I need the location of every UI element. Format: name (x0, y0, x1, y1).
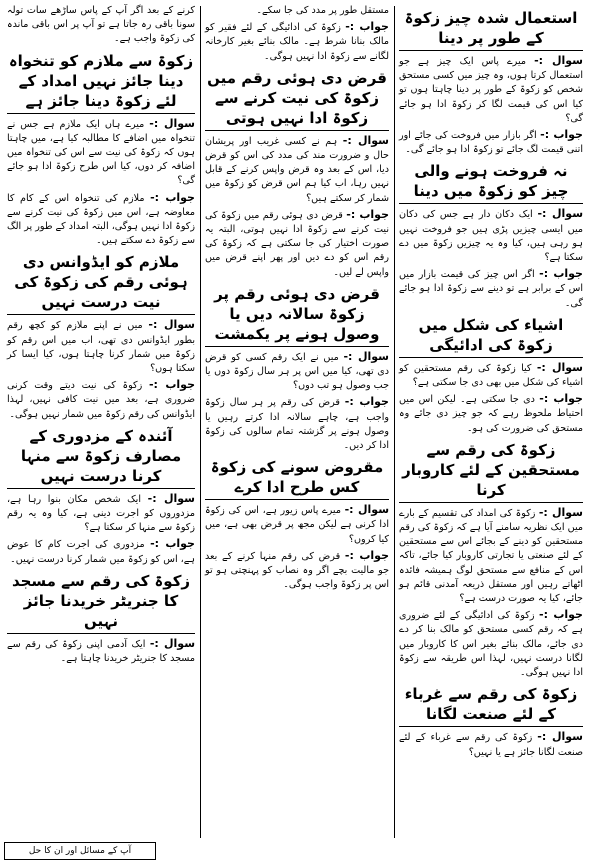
answer-text: اگر اس چیز کی قیمت بازار میں اس کے برابر ہے تو دینے سے زکوۃ ادا ہو جائے گی۔ (399, 269, 583, 309)
question-text: ہم نے کسی غریب اور پریشان حال و ضرورت مند کی مدد کی اس کو قرض دیا، اس کے بعد وہ قرض واپس کرنے کے قابل نہیں رہا، اب کیا ہم اس قرض کو زکوۃ میں شمار کر سکتے ہیں؟ (205, 135, 389, 204)
question-paragraph (399, 54, 583, 126)
answer-label: جواب :- (540, 128, 583, 142)
question-paragraph (399, 506, 583, 606)
section-heading: زکوۃ کی رقم سے مستحقین کے لئے کاروبار کرنا (399, 440, 583, 503)
question-paragraph (399, 730, 583, 759)
question-label: سوال :- (344, 503, 390, 517)
column-left (4, 4, 198, 840)
answer-paragraph (399, 267, 583, 311)
continued-text: کرنے کے بعد اگر آپ کے پاس ساڑھے سات تولہ سونا باقی رہ جاتا ہے تو آپ پر اس باقی ماندہ کی زکوۃ واجب ہے۔ (7, 5, 195, 45)
section-heading: قرض دی ہوئی رقم پر زکوۃ سالانہ دیں یا وصول ہونے پر یکمشت (205, 284, 389, 347)
question-label: سوال :- (537, 730, 583, 744)
answer-paragraph (399, 608, 583, 680)
question-label: سوال :- (536, 360, 583, 374)
question-text: کیا زکوۃ کی رقم مستحقین کو اشیاء کی شکل میں بھی دی جا سکتی ہے؟ (399, 362, 583, 389)
question-label: سوال :- (538, 505, 583, 519)
question-paragraph (205, 350, 389, 394)
section-heading: زکوۃ سے ملازم کو تنخواہ دینا جائز نہیں امداد کے لئے زکوۃ دینا جائز ہے (7, 51, 195, 114)
answer-paragraph (205, 208, 389, 280)
answer-paragraph (7, 378, 195, 422)
answer-text: ملازم کی تنخواہ اس کے کام کا معاوضہ ہے، اس میں زکوۃ کی نیت کرنے سے زکوۃ ادا نہیں ہوگی، البتہ امداد کے طور پر الگ سے زکوۃ دے سکتے ہیں۔ (7, 192, 195, 247)
section-heading: زکوۃ کی رقم سے مسجد کا جنریٹر خریدنا جائز نہیں (7, 571, 195, 634)
answer-label: جواب :- (150, 537, 195, 551)
answer-text: زکوۃ کی ادائیگی کے لئے فقیر کو مالک بنانا شرط ہے۔ مالک بنائے بغیر کارخانہ لگانے سے زکوۃ ادا نہیں ہوگی۔ (205, 22, 389, 62)
section-heading: ملازم کو ایڈوانس دی ہوئی رقم کی زکوۃ کی نیت درست نہیں (7, 252, 195, 315)
answer-label: جواب :- (345, 20, 389, 34)
section-heading: مقروض سونے کی زکوۃ کس طرح ادا کرے (205, 457, 389, 500)
answer-label: جواب :- (539, 608, 583, 622)
footer-caption: آپ کے مسائل اور ان کا حل (4, 842, 156, 860)
question-text: میرے ہاں ایک ملازم ہے جس نے تنخواہ میں اضافے کا مطالبہ کیا ہے، میں چاہتا ہوں کہ زکوۃ کی نیت سے اس کی تنخواہ میں اضافہ کر دوں، کیا اس طرح زکوۃ ادا ہو جائے گی؟ (7, 118, 195, 187)
question-label: سوال :- (537, 207, 584, 221)
question-text: ایک شخص مکان بنوا رہا ہے، مزدوروں کو اجرت دینی ہے، کیا وہ یہ رقم زکوۃ سے منہا کر سکتا ہے؟ (7, 493, 195, 534)
question-paragraph (7, 318, 195, 376)
answer-paragraph (205, 549, 389, 593)
question-paragraph (7, 492, 195, 536)
question-label: سوال :- (148, 318, 195, 332)
section-heading: قرض دی ہوئی رقم میں زکوۃ کی نیت کرنے سے زکوۃ ادا نہیں ہوتی (205, 68, 389, 131)
question-paragraph (205, 503, 389, 547)
question-paragraph (7, 117, 195, 189)
question-text: زکوۃ کی رقم سے غرباء کے لئے صنعت لگانا جائز ہے یا نہیں؟ (399, 732, 583, 758)
answer-label: جواب :- (150, 190, 195, 204)
answer-text: قرض کی رقم پر ہر سال زکوۃ واجب ہے، چاہے سالانہ ادا کرتے رہیں یا وصول ہونے پر گزشتہ تمام سالوں کی زکوۃ ادا کر دیں۔ (205, 397, 389, 452)
answer-label: جواب :- (344, 548, 389, 562)
question-text: میرے پاس زیور ہے، اس کی زکوۃ ادا کرنی ہے لیکن مجھ پر قرض بھی ہے، میں کیا کروں؟ (205, 505, 389, 545)
section-heading: آئندہ کے مزدوری کے مصارف زکوۃ سے منہا کرنا درست نہیں (7, 426, 195, 489)
column-divider (394, 6, 395, 838)
question-label: سوال :- (149, 636, 196, 650)
column-right (396, 4, 586, 840)
question-text: ایک آدمی اپنی زکوۃ کی رقم سے مسجد کا جنریٹر خریدنا چاہتا ہے۔ (7, 638, 195, 665)
section-heading: اشیاء کی شکل میں زکوۃ کی ادائیگی (399, 315, 583, 358)
column-middle (202, 4, 392, 840)
question-text: ایک دکان دار ہے جس کی دکان میں ایسی چیزیں پڑی ہیں جو فروخت نہیں ہو رہی ہیں، کیا وہ یہ چیزیں زکوۃ میں دے سکتا ہے؟ (399, 209, 583, 264)
question-text: میرے پاس ایک چیز ہے جو استعمال کرتا ہوں، وہ چیز میں کسی مستحق شخص کو زکوۃ کے طور پر دینا چاہتا ہوں تو کیا اس کی قیمت لگا کر زکوۃ ادا ہو جائے گی؟ (399, 56, 583, 124)
answer-label: جواب :- (539, 267, 583, 281)
section-heading: زکوۃ کی رقم سے غرباء کے لئے صنعت لگانا (399, 684, 583, 727)
question-label: سوال :- (149, 116, 195, 130)
answer-text: زکوۃ کی نیت دیتے وقت کرنی ضروری ہے، بعد میں نیت کافی نہیں، لہذا ایڈوانس کی رقم زکوۃ میں شمار نہیں ہوگی۔ (7, 380, 195, 420)
section-heading: نہ فروخت ہونے والی چیز کو زکوۃ میں دینا (399, 161, 583, 204)
question-text: میں نے اپنے ملازم کو کچھ رقم بطور ایڈوانس دی تھی، اب میں اس رقم کو زکوۃ میں شمار کرنا چاہتا ہوں، کیا ایسا کر سکتا ہوں؟ (7, 320, 195, 375)
answer-paragraph (205, 395, 389, 453)
answer-label: جواب :- (148, 378, 195, 392)
question-label: سوال :- (534, 54, 583, 67)
question-text: میں نے ایک رقم کسی کو قرض دی تھی، کیا میں اس پر ہر سال زکوۃ دوں یا جب وصول ہو تب دوں؟ (205, 351, 389, 392)
answer-label: جواب :- (539, 392, 583, 406)
continued-text: مستقل طور پر مدد کی جا سکے۔ (256, 5, 389, 16)
question-paragraph (7, 637, 195, 666)
answer-text: دی جا سکتی ہے۔ لیکن اس میں احتیاط ملحوظ رہے کہ جو چیز دی جائے وہ مستحق کی ضرورت کی ہو۔ (399, 394, 583, 434)
question-paragraph (399, 207, 583, 265)
answer-text: اگر بازار میں فروخت کی جائے اور اتنی قیمت لگ جائے تو زکوۃ ادا ہو جائے گی۔ (399, 130, 583, 156)
question-label: سوال :- (343, 349, 389, 363)
question-label: سوال :- (147, 491, 195, 505)
section-heading: استعمال شدہ چیز زکوۃ کے طور پر دینا (399, 8, 583, 51)
answer-paragraph (399, 128, 583, 157)
answer-text: زکوۃ کی ادائیگی کے لئے ضروری ہے کہ رقم کسی مستحق کو مالک بنا کر دے دی جائے، مالک بنائے بغیر اس کا کاروبار میں لگانا درست نہیں، لہذا اس طریقہ سے زکوۃ ادا نہیں ہوگی۔ (399, 610, 583, 679)
answer-paragraph (7, 537, 195, 566)
question-paragraph (205, 134, 389, 206)
answer-paragraph (7, 191, 195, 249)
answer-text: مزدوری کی اجرت کام کا عوض ہے، اس کو زکوۃ میں شمار کرنا درست نہیں۔ (7, 539, 195, 565)
answer-text: قرض دی ہوئی رقم میں زکوۃ کی نیت کرنے سے زکوۃ ادا نہیں ہوتی، البتہ یہ صورت اختیار کی جا سکتی ہے کہ زکوۃ کی رقم اس کو دے دیں اور پھر اپنے قرض میں واپس لے لیں۔ (205, 209, 389, 278)
question-label: سوال :- (342, 133, 389, 147)
answer-label: جواب :- (344, 395, 389, 409)
column-divider (200, 6, 201, 838)
answer-label: جواب :- (346, 207, 389, 221)
answer-text: قرض کی رقم منہا کرنے کے بعد جو مالیت بچے اگر وہ نصاب کو پہنچتی ہو تو اس پر زکوۃ واجب ہوگی۔ (205, 550, 389, 591)
question-text: زکوۃ کی امداد کی تقسیم کے بارے میں ایک نظریہ سامنے آیا ہے کہ زکوۃ کی رقم مستحقین کو دینے کے بجائے اس سے مستحقین کے لئے صنعتی یا تجارتی کاروبار کیا جائے، تاکہ اس کے منافع سے مستحق لوگ ہمیشہ فائدہ اٹھاتے رہیں اور مستقل ذریعہ آمدنی قائم ہو جائے، کیا یہ صورت درست ہے؟ (399, 507, 583, 605)
answer-paragraph (399, 392, 583, 436)
answer-paragraph (205, 20, 389, 64)
question-paragraph (399, 361, 583, 390)
